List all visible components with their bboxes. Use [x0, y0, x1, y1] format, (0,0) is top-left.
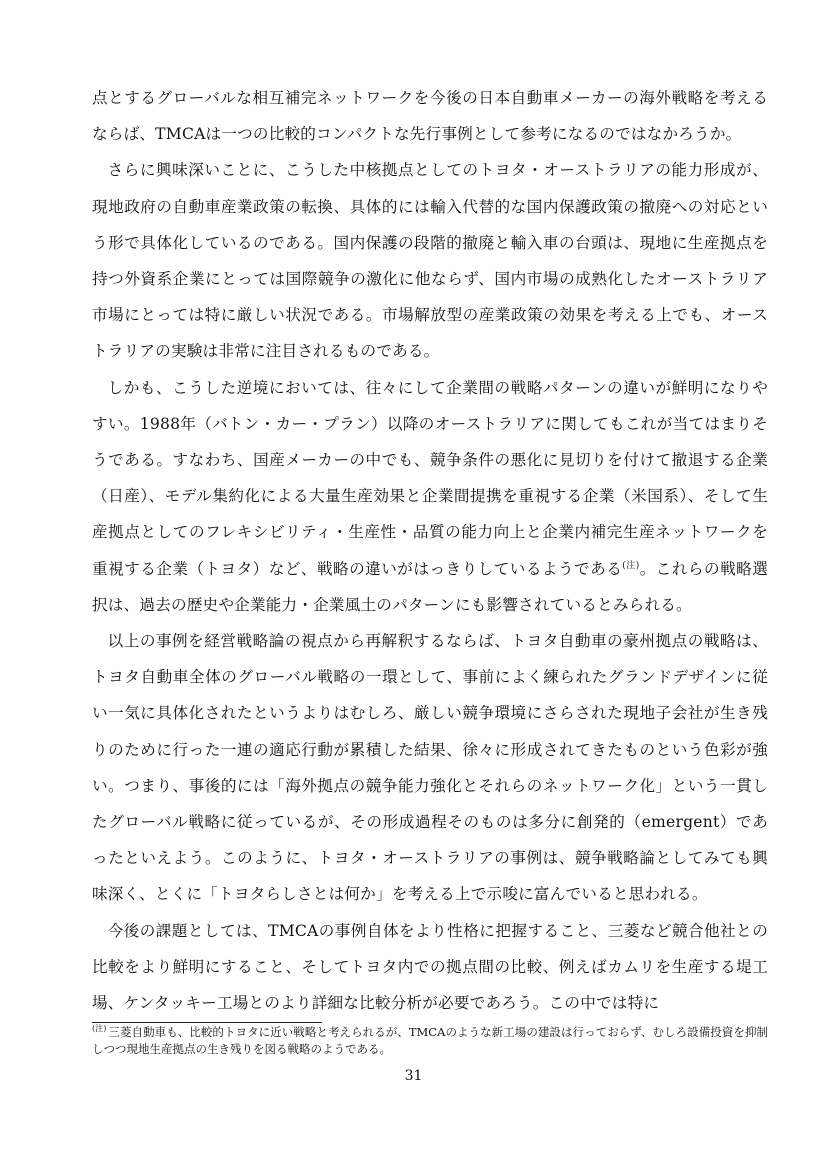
paragraph-4: 以上の事例を経営戦略論の視点から再解釈するならば、トヨタ自動車の豪州拠点の戦略は、トヨタ自動車全体のグローバル戦略の一環として、事前によく練られたグランドデザインに従い一気に具体化されたというよりはむしろ、厳しい競争環境にさらされた現地子会社が生き残りのために行った一連の適応行動が累積した結果、徐々に形成されてきたものという色彩が強い。つまり、事後的には「海外拠点の競争能力強化とそれらのネットワーク化」という一貫したグローバル戦略に従っているが、その形成過程そのものは多分に創発的（emergent）であったといえよう。このように、トヨタ・オーストラリアの事例は、競争戦略論としてみても興味深く、とくに「トヨタらしさとは何か」を考える上で示唆に富んでいると思われる。 — [92, 632, 768, 904]
footnote — [92, 1024, 768, 1058]
paragraph-5: 今後の課題としては、TMCAの事例自体をより性格に把握すること、三菱など競合他社との比較をより鮮明にすること、そしてトヨタ内での拠点間の比較、例えばカムリを生産する堤工場、ケンタッキー工場とのより詳細な比較分析が必要であろう。この中では特に — [92, 921, 768, 1013]
page-number: 31 — [404, 1068, 423, 1084]
footnote-mark: (注) — [92, 1024, 107, 1034]
paragraph-3-text-b: 。これらの戦略選択は、過去の歴史や企業能力・企業風土のパターンにも影響されているとみられる。 — [92, 559, 769, 614]
footnote-divider — [92, 1022, 322, 1023]
paragraph-1: 点とするグローバルな相互補完ネットワークを今後の日本自動車メーカーの海外戦略を考えるならば、TMCAは一つの比較的コンパクトな先行事例として参考になるのではなかろうか。 — [92, 89, 768, 144]
paragraph-3-text-a: しかも、こうした逆境においては、往々にして企業間の戦略パターンの違いが鮮明になりやすい。1988年（バトン・カー・プラン）以降のオーストラリアに関してもこれが当てはまりそうである。すなわち、国産メーカーの中でも、競争条件の悪化に見切りを付けて撤退する企業（日産）、モデル集約化による大量生産効果と企業間提携を重視する企業（米国系）、そして生産拠点としてのフレキシビリティ・生産性・品質の能力向上と企業内補完生産ネットワークを重視する企業（トヨタ）など、戦略の違いがはっきりしているようである — [92, 378, 768, 578]
paragraph-2: さらに興味深いことに、こうした中核拠点としてのトヨタ・オーストラリアの能力形成が、現地政府の自動車産業政策の転換、具体的には輸入代替的な国内保護政策の撤廃への対応という形で具体化しているのである。国内保護の段階的撤廃と輸入車の台頭は、現地に生産拠点を持つ外資系企業にとっては国際競争の激化に他ならず、国内市場の成熟化したオーストラリア市場にとっては特に厳しい状況である。市場解放型の産業政策の効果を考える上でも、オーストラリアの実験は非常に注目されるものである。 — [92, 161, 768, 361]
footnote-text: 三菱自動車も、比較的トヨタに近い戦略と考えられるが、TMCAのような新工場の建設は行っておらず、むしろ設備投資を抑制しつつ現地生産拠点の生き残りを図る戦略のようである。 — [92, 1025, 768, 1056]
footnote-reference[interactable]: (注) — [622, 560, 640, 571]
paragraph-3 — [92, 370, 768, 623]
body-text — [92, 80, 768, 1021]
